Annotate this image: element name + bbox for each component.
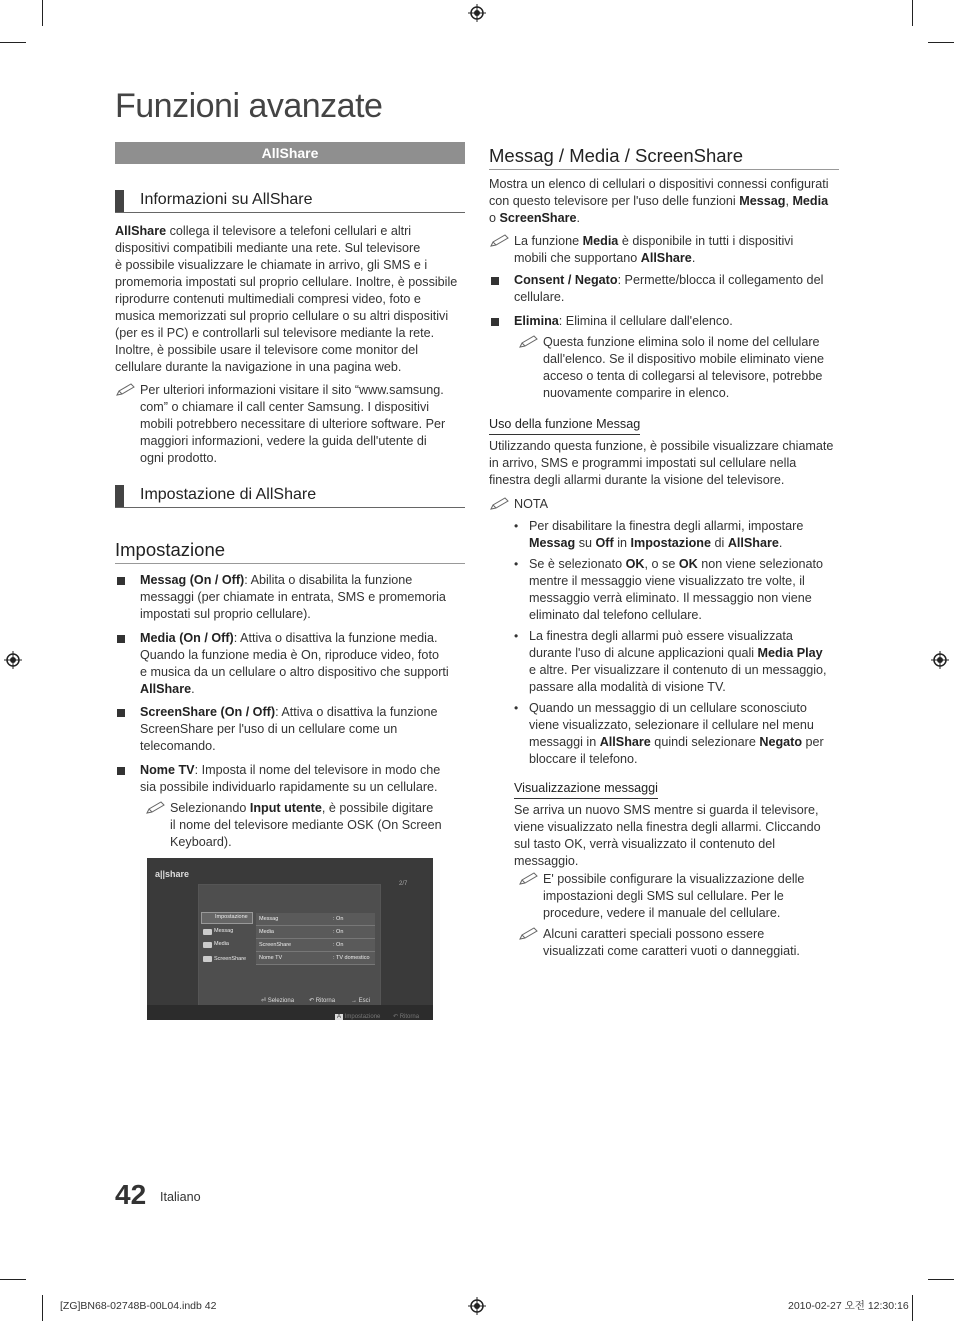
- item-line: impostati sul proprio cellulare).: [140, 607, 311, 621]
- note-pencil-icon: [489, 497, 511, 511]
- menu-label: Impostazione: [215, 914, 248, 920]
- body-line: Se arriva un nuovo SMS mentre si guarda il televisore,: [514, 803, 819, 817]
- item-line: telecomando.: [140, 739, 216, 753]
- footer-date: 2010-02-27 오전 12:30:16: [788, 1300, 909, 1312]
- bullet-square: [117, 709, 125, 717]
- row-value: : TV domestico: [333, 955, 370, 961]
- info-line: promemoria impostati sul proprio cellulare. Inoltre, è possibile: [115, 275, 458, 289]
- item-line: : Permette/blocca il collegamento del: [617, 273, 824, 287]
- nota-bullet-item: [529, 556, 847, 624]
- nota-bullet-item: [529, 628, 847, 696]
- note-line: ogni prodotto.: [140, 451, 218, 465]
- body-line: messaggio.: [514, 854, 579, 868]
- crop-mark: [928, 42, 954, 43]
- bullet-dot: •: [514, 629, 519, 643]
- row-name: ScreenShare: [259, 942, 292, 948]
- item-line: .: [191, 682, 195, 696]
- nota-bullet-item: [529, 518, 847, 552]
- crop-mark: [912, 0, 913, 26]
- table-row[interactable]: [256, 913, 375, 926]
- crop-mark: [0, 1279, 26, 1280]
- info-subheading: [115, 188, 465, 213]
- note-line: mobili potrebbero necessitare di ulteriore software. Per: [140, 417, 446, 431]
- btn-esci[interactable]: → Esci: [351, 998, 371, 1004]
- item-label: Consent / Negato: [514, 273, 618, 287]
- item-label: Media (On / Off): [140, 631, 234, 645]
- bullet-dot: •: [514, 519, 519, 533]
- btn-label: Ritorna: [399, 1014, 420, 1020]
- body-line: sul tasto OK, verrà visualizzato il contenuto del: [514, 837, 776, 851]
- crop-mark: [42, 1295, 43, 1321]
- item-line: messaggi (per chiamate in entrata, SMS e promemoria: [140, 590, 446, 604]
- btn-impostazione[interactable]: [335, 1009, 380, 1020]
- bullet-square: [117, 577, 125, 585]
- crop-mark: [912, 1295, 913, 1321]
- screenshare-icon: [203, 956, 212, 962]
- note-line: maggiori informazioni, vedere la guida dell'utente di: [140, 434, 427, 448]
- item-line: : Attiva o disattiva la funzione media.: [233, 631, 438, 645]
- bullet-line: Per disabilitare la finestra degli allarmi, impostare: [529, 519, 804, 533]
- info-line: musica memorizzati sul proprio cellulare o su altri dispositivi: [115, 309, 449, 323]
- allshare-section-bar: AllShare: [115, 142, 465, 164]
- crop-mark: [0, 42, 26, 43]
- note-bold: Input utente: [249, 801, 322, 815]
- crop-mark: [42, 0, 43, 26]
- note-line: visualizzati come caratteri vuoti o danneggiati.: [543, 944, 800, 958]
- menu-item-media[interactable]: Media: [214, 941, 229, 947]
- bullet-line: durante l'uso di alcune applicazioni quali Media Play: [529, 646, 823, 660]
- item-line: : Attiva o disattiva la funzione: [275, 705, 438, 719]
- body-line: in arrivo, SMS e programmi impostati sul cellulare nella: [489, 456, 797, 470]
- note-pencil-icon: [518, 335, 540, 349]
- note-pencil-icon: [145, 801, 167, 815]
- note-line: nuovamente comparire in elenco.: [543, 386, 730, 400]
- visualizzazione-body: [514, 802, 844, 870]
- bullet-line: La finestra degli allarmi può essere visualizzata: [529, 629, 793, 643]
- body-line: viene visualizzato nella finestra degli allarmi. Cliccando: [514, 820, 821, 834]
- note-line: procedure, vedere il manuale del cellulare.: [543, 906, 781, 920]
- intro-line: .: [576, 211, 581, 225]
- note-line: .: [691, 251, 696, 265]
- note-line: com” o chiamare il call center Samsung. I dispositivi: [140, 400, 430, 414]
- note-bold: AllShare: [640, 251, 692, 265]
- setup-heading: Impostazione di AllShare: [140, 486, 317, 503]
- item-line: cellulare.: [514, 290, 565, 304]
- bullet-line: bloccare il telefono.: [529, 752, 638, 766]
- note-line: è disponibile in tutti i dispositivi: [618, 234, 794, 248]
- note-line: E' possibile configurare la visualizzazione delle: [543, 872, 805, 886]
- btn-label: Seleziona: [267, 998, 295, 1004]
- message-icon: [203, 929, 212, 935]
- info-body: [115, 223, 470, 376]
- info-line: riprodurre contenuti multimediali compresi video, foto e: [115, 292, 421, 306]
- allshare-logo: a||share: [155, 869, 190, 879]
- body-line: finestra degli allarmi durante la visione del televisore.: [489, 473, 785, 487]
- item-label: Messag (On / Off): [140, 573, 245, 587]
- btn-label: Impostazione: [344, 1014, 381, 1020]
- intro-line: o: [489, 211, 500, 225]
- media-icon: [203, 942, 212, 948]
- note-pencil-icon: [518, 927, 540, 941]
- note-pencil-icon: [489, 234, 511, 248]
- item-line: e musica da un cellulare o altro dispositivo che supporti: [140, 665, 449, 679]
- btn-label: Ritorna: [315, 998, 336, 1004]
- consent-item: [514, 272, 844, 306]
- bullet-line: viene visualizzato, selezionare il cellulare nel menu: [529, 718, 814, 732]
- note-line: dall'elenco. Se il dispositivo mobile eliminato viene: [543, 352, 825, 366]
- registration-mark-icon: [468, 4, 486, 22]
- item-label: ScreenShare (On / Off): [140, 705, 276, 719]
- impostazione-title: Impostazione: [115, 539, 226, 560]
- tv-allshare-screenshot: [147, 858, 433, 1020]
- uso-heading: Uso della funzione Messag: [489, 416, 640, 435]
- menu-item-impostazione[interactable]: [201, 912, 253, 924]
- tv-bottom-bar: [147, 1005, 433, 1020]
- item-line: : Elimina il cellulare dall'elenco.: [558, 314, 733, 328]
- bullet-line: passare alla modalità di visione TV.: [529, 680, 726, 694]
- btn-ritorna[interactable]: ↶ Ritorna: [309, 998, 336, 1004]
- note-line: acceso o tenta di collegarsi al televisore, potrebbe: [543, 369, 823, 383]
- info-heading: Informazioni su AllShare: [140, 191, 313, 208]
- note-line: Keyboard).: [170, 835, 232, 849]
- table-row[interactable]: [256, 939, 375, 952]
- visualizzazione-heading: Visualizzazione messaggi: [514, 780, 658, 799]
- row-name: Media: [259, 929, 274, 935]
- info-line: cellulare durante la navigazione in una pagina web.: [115, 360, 402, 374]
- body-line: Utilizzando questa funzione, è possibile visualizzare chiamate: [489, 439, 834, 453]
- registration-mark-icon: [4, 651, 22, 669]
- elimina-item: [514, 313, 844, 330]
- subheading-marker: [115, 485, 124, 507]
- bullet-line: mentre il messaggio viene visualizzato tre volte, il: [529, 574, 805, 588]
- item-line: sia possibile individuarlo rapidamente su un cellulare.: [140, 780, 438, 794]
- uso-body: [489, 438, 844, 489]
- bullet-square: [117, 767, 125, 775]
- item-line: : Abilita o disabilita la funzione: [244, 573, 413, 587]
- bullet-line: Messag su Off in Impostazione di AllShare.: [529, 536, 783, 550]
- item-bold: AllShare: [140, 682, 192, 696]
- intro-bold: ScreenShare: [499, 211, 577, 225]
- bullet-line: e altre. Per visualizzare il contenuto di un messaggio,: [529, 663, 827, 677]
- setup-item-media: [140, 630, 470, 698]
- item-label: Nome TV: [140, 763, 195, 777]
- divider: [489, 169, 839, 170]
- setup-item-nome-tv: [140, 762, 470, 796]
- footer-file: [ZG]BN68-02748B-00L04.indb 42: [60, 1300, 217, 1312]
- divider: [115, 563, 465, 564]
- info-line: è possibile visualizzare le chiamate in arrivo, gli SMS e i: [115, 258, 428, 272]
- menu-item-screenshare[interactable]: ScreenShare: [214, 956, 247, 962]
- btn-ritorna-bottom[interactable]: ↶ Ritorna: [393, 1014, 420, 1020]
- item-line: Quando la funzione media è On, riproduce video, foto: [140, 648, 439, 662]
- settings-table: [256, 913, 375, 965]
- note-line: Per ulteriori informazioni visitare il sito “www.samsung.: [140, 383, 444, 397]
- row-name: Nome TV: [259, 955, 283, 961]
- intro-bold: Media: [792, 194, 829, 208]
- intro-line: Mostra un elenco di cellulari o dispositivi connessi configurati: [489, 177, 829, 191]
- page-indicator: 2/7: [399, 881, 408, 887]
- info-line: Inoltre, è possibile usare il televisore come monitor del: [115, 343, 419, 357]
- table-row[interactable]: [256, 952, 375, 965]
- note-line: La funzione: [514, 234, 583, 248]
- note-pencil-icon: [115, 383, 137, 397]
- row-value: : On: [333, 929, 344, 935]
- item-line: ScreenShare per l'uso di un cellulare come un: [140, 722, 398, 736]
- note-line: Alcuni caratteri speciali possono essere: [543, 927, 765, 941]
- bullet-square: [491, 277, 499, 285]
- a-key-icon: A: [337, 1014, 342, 1020]
- registration-mark-icon: [468, 1297, 486, 1315]
- btn-label: Esci: [358, 998, 371, 1004]
- registration-mark-icon: [931, 651, 949, 669]
- language-label: Italiano: [160, 1190, 201, 1204]
- subheading-marker: [115, 190, 124, 212]
- info-line: collega il televisore a telefoni cellulari e altri: [166, 224, 412, 238]
- bullet-line: Quando un messaggio di un cellulare sconosciuto: [529, 701, 807, 715]
- bullet-line: Se è selezionato OK, o se OK non viene selezionato: [529, 557, 824, 571]
- bullet-square: [117, 635, 125, 643]
- page-title: Funzioni avanzate: [115, 87, 383, 125]
- item-line: : Imposta il nome del televisore in modo che: [194, 763, 441, 777]
- bullet-line: eliminato dal telefono cellulare.: [529, 608, 702, 622]
- page-number: 42: [115, 1179, 147, 1210]
- bullet-line: messaggi in AllShare quindi selezionare Negato per: [529, 735, 824, 749]
- bullet-line: messaggio verrà eliminato. Il messaggio non viene: [529, 591, 812, 605]
- bullet-dot: •: [514, 701, 519, 715]
- info-line: dispositivi compatibili mediante una rete. Sul televisore: [115, 241, 421, 255]
- right-heading: Messag / Media / ScreenShare: [489, 145, 743, 166]
- note-line: Questa funzione elimina solo il nome del cellulare: [543, 335, 820, 349]
- crop-mark: [928, 1279, 954, 1280]
- item-label: Elimina: [514, 314, 559, 328]
- intro-line: con questo televisore per l'uso delle funzioni: [489, 194, 740, 208]
- row-value: : On: [333, 916, 344, 922]
- setup-subheading: [115, 483, 465, 508]
- bullet-square: [491, 318, 499, 326]
- note-line: , è possibile digitare: [321, 801, 434, 815]
- note-line: mobili che supportano: [514, 251, 641, 265]
- row-value: : On: [333, 942, 344, 948]
- setup-item-screenshare: [140, 704, 470, 755]
- right-intro: [489, 176, 844, 227]
- note-line: impostazioni degli SMS sul cellulare. Per le: [543, 889, 784, 903]
- note-pencil-icon: [518, 872, 540, 886]
- note-line: Selezionando: [170, 801, 250, 815]
- setup-item-messag: [140, 572, 470, 623]
- note-bold: Media: [582, 234, 619, 248]
- intro-line: ,: [785, 194, 793, 208]
- row-name: Messag: [259, 916, 279, 922]
- btn-seleziona[interactable]: ⏎ Seleziona: [261, 998, 295, 1004]
- intro-bold: Messag: [739, 194, 786, 208]
- allshare-bold: AllShare: [115, 224, 167, 238]
- bullet-dot: •: [514, 557, 519, 571]
- nota-label: NOTA: [514, 497, 549, 511]
- table-row[interactable]: [256, 926, 375, 939]
- nota-bullet-item: [529, 700, 847, 768]
- info-line: (per es il PC) e controllarli sul televisore mediante la rete.: [115, 326, 435, 340]
- note-line: il nome del televisore mediante OSK (On Screen: [170, 818, 442, 832]
- menu-item-messag[interactable]: Messag: [214, 928, 234, 934]
